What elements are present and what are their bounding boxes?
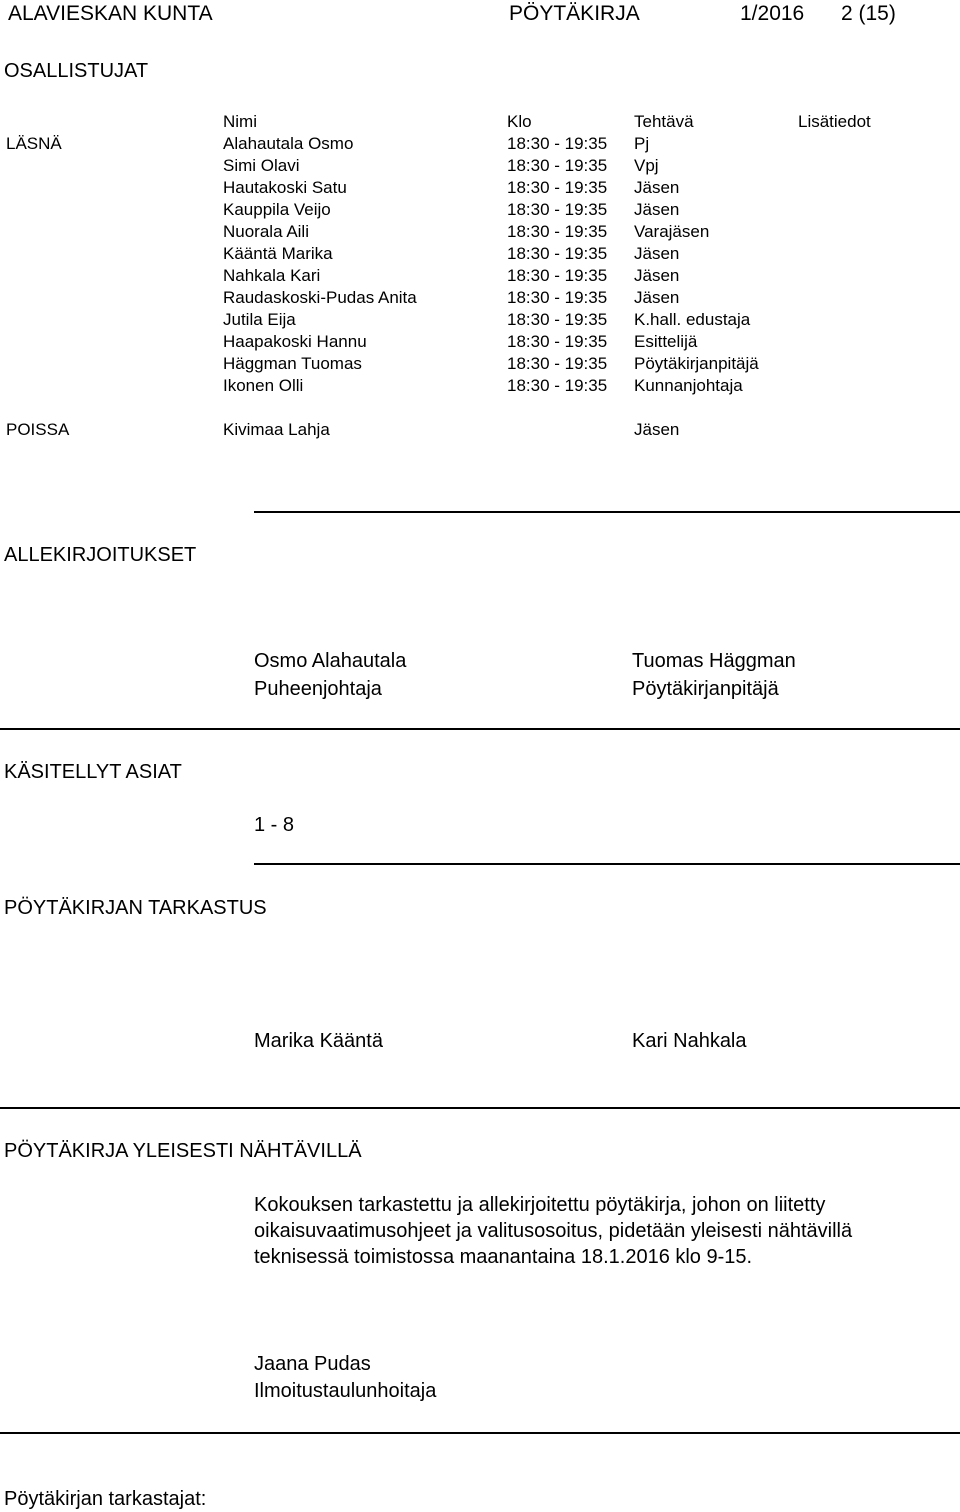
attendee-time: 18:30 - 19:35 <box>507 244 608 263</box>
attendee-name: Alahautala Osmo <box>223 134 354 153</box>
public-notice-text <box>254 1192 852 1270</box>
attendee-time: 18:30 - 19:35 <box>507 222 608 241</box>
attendee-name: Jutila Eija <box>223 310 296 329</box>
signatures-title: ALLEKIRJOITUKSET <box>4 544 197 566</box>
attendee-time: 18:30 - 19:35 <box>507 288 608 307</box>
attendee-time: 18:30 - 19:35 <box>507 200 608 219</box>
attendee-name: Ikonen Olli <box>223 376 304 395</box>
column-time-header: Klo <box>507 112 532 131</box>
attendee-role: Vpj <box>634 156 659 175</box>
attendee-row <box>0 200 960 222</box>
attendee-row <box>0 134 960 156</box>
column-role-header: Tehtävä <box>634 112 694 131</box>
public-notice-title: PÖYTÄKIRJA YLEISESTI NÄHTÄVILLÄ <box>4 1140 362 1162</box>
chair-title: Puheenjohtaja <box>254 678 382 700</box>
secretary-name: Tuomas Häggman <box>632 650 796 672</box>
public-notice-line: Kokouksen tarkastettu ja allekirjoitettu pöytäkirja, johon on liitetty <box>254 1194 826 1216</box>
attendee-role: Varajäsen <box>634 222 710 241</box>
attendee-row <box>0 354 960 376</box>
attendees-title: OSALLISTUJAT <box>4 60 149 82</box>
attendee-row <box>0 156 960 178</box>
notice-signer-title: Ilmoitustaulunhoitaja <box>254 1380 437 1402</box>
attendee-role: Jäsen <box>634 178 680 197</box>
attendee-row <box>0 376 960 398</box>
section-divider <box>0 1432 960 1434</box>
secretary-title: Pöytäkirjanpitäjä <box>632 678 779 700</box>
attendee-name: Nahkala Kari <box>223 266 321 285</box>
attendee-role: Jäsen <box>634 200 680 219</box>
items-range: 1 - 8 <box>254 814 295 836</box>
column-name-header: Nimi <box>223 112 257 131</box>
attendee-name: Nuorala Aili <box>223 222 309 241</box>
attendee-row <box>0 244 960 266</box>
attendee-row <box>0 266 960 288</box>
attendee-time: 18:30 - 19:35 <box>507 178 608 197</box>
attendee-name: Simi Olavi <box>223 156 300 175</box>
attendee-name: Häggman Tuomas <box>223 354 362 373</box>
attendee-name: Haapakoski Hannu <box>223 332 367 351</box>
attendee-role: Jäsen <box>634 420 680 439</box>
attendee-row <box>0 332 960 354</box>
absent-attendee-row <box>0 420 960 442</box>
attendee-name: Kivimaa Lahja <box>223 420 330 439</box>
reviewer-2-name: Kari Nahkala <box>632 1030 747 1052</box>
column-info-header: Lisätiedot <box>798 112 871 131</box>
attendee-time: 18:30 - 19:35 <box>507 376 608 395</box>
attendee-time: 18:30 - 19:35 <box>507 310 608 329</box>
absent-label: POISSA <box>6 420 70 439</box>
attendee-row <box>0 222 960 244</box>
public-notice-line: teknisessä toimistossa maanantaina 18.1.2016 klo 9-15. <box>254 1246 753 1268</box>
attendee-row <box>0 178 960 200</box>
document-number: 1/2016 <box>740 2 805 25</box>
attendee-time: 18:30 - 19:35 <box>507 156 608 175</box>
attendee-role: Pj <box>634 134 650 153</box>
attendee-name: Raudaskoski-Pudas Anita <box>223 288 417 307</box>
attendee-name: Kääntä Marika <box>223 244 333 263</box>
chair-name: Osmo Alahautala <box>254 650 407 672</box>
attendee-role: Jäsen <box>634 244 680 263</box>
attendee-time: 18:30 - 19:35 <box>507 354 608 373</box>
attendee-role: K.hall. edustaja <box>634 310 751 329</box>
section-divider <box>254 511 960 513</box>
reviewer-1-name: Marika Kääntä <box>254 1030 383 1052</box>
attendee-row <box>0 288 960 310</box>
document-type: PÖYTÄKIRJA <box>509 2 640 25</box>
items-title: KÄSITELLYT ASIAT <box>4 761 182 783</box>
notice-signer-name: Jaana Pudas <box>254 1353 371 1375</box>
attendee-role: Pöytäkirjanpitäjä <box>634 354 759 373</box>
attendees-column-headers <box>0 112 960 134</box>
attendee-time: 18:30 - 19:35 <box>507 266 608 285</box>
organization-name: ALAVIESKAN KUNTA <box>8 2 213 25</box>
section-divider <box>254 863 960 865</box>
page-number: 2 (15) <box>841 2 896 25</box>
attendee-row <box>0 310 960 332</box>
attendee-name: Hautakoski Satu <box>223 178 347 197</box>
section-divider <box>0 1107 960 1109</box>
attendee-time: 18:30 - 19:35 <box>507 332 608 351</box>
attendee-role: Kunnanjohtaja <box>634 376 743 395</box>
review-title: PÖYTÄKIRJAN TARKASTUS <box>4 897 267 919</box>
section-divider <box>0 728 960 730</box>
attendee-role: Esittelijä <box>634 332 698 351</box>
public-notice-line: oikaisuvaatimusohjeet ja valitusosoitus, pidetään yleisesti nähtävillä <box>254 1220 853 1242</box>
attendee-role: Jäsen <box>634 266 680 285</box>
attendee-role: Jäsen <box>634 288 680 307</box>
footer-reviewers-label: Pöytäkirjan tarkastajat: <box>4 1488 207 1510</box>
attendee-name: Kauppila Veijo <box>223 200 331 219</box>
present-label: LÄSNÄ <box>6 134 62 153</box>
attendee-time: 18:30 - 19:35 <box>507 134 608 153</box>
